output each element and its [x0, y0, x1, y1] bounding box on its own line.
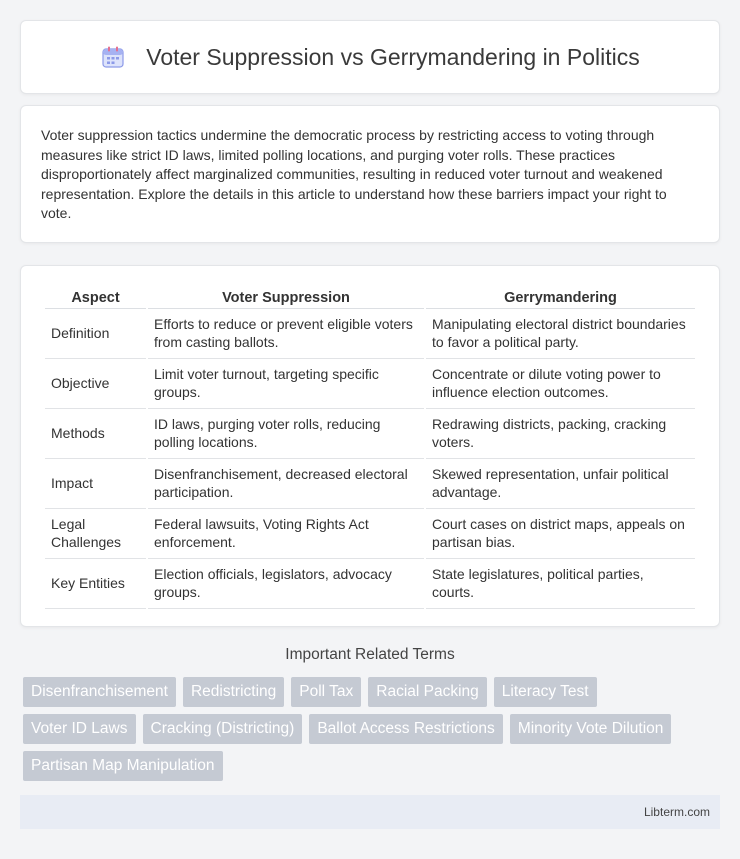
row-voter-suppression: Efforts to reduce or prevent eligible voters from casting ballots. — [148, 309, 424, 359]
table-header-row — [45, 286, 695, 309]
related-terms-tags — [20, 677, 720, 788]
row-voter-suppression: Disenfranchisement, decreased electoral participation. — [148, 459, 424, 509]
tag-poll-tax[interactable]: Poll Tax — [291, 677, 361, 707]
table-row — [45, 409, 695, 459]
title-card — [20, 20, 720, 94]
row-aspect: Definition — [45, 309, 146, 359]
footer — [20, 795, 720, 829]
row-voter-suppression: ID laws, purging voter rolls, reducing polling locations. — [148, 409, 424, 459]
row-aspect: Legal Challenges — [45, 509, 146, 559]
footer-site-link[interactable]: Libterm.com — [643, 805, 710, 819]
row-aspect: Impact — [45, 459, 146, 509]
tag-minority-vote-dilution[interactable]: Minority Vote Dilution — [510, 714, 672, 744]
header-aspect: Aspect — [45, 286, 146, 309]
row-gerrymandering: Court cases on district maps, appeals on partisan bias. — [426, 509, 695, 559]
row-voter-suppression: Election officials, legislators, advocacy groups. — [148, 559, 424, 609]
tag-disenfranchisement[interactable]: Disenfranchisement — [23, 677, 176, 707]
related-terms-title: Important Related Terms — [285, 646, 455, 663]
row-gerrymandering: Manipulating electoral district boundaries to favor a political party. — [426, 309, 695, 359]
header-voter-suppression: Voter Suppression — [148, 286, 424, 309]
page-title: Voter Suppression vs Gerrymandering in Politics — [146, 43, 640, 70]
tag-redistricting[interactable]: Redistricting — [183, 677, 284, 707]
table-row — [45, 559, 695, 609]
tag-literacy-test[interactable]: Literacy Test — [494, 677, 597, 707]
row-aspect: Key Entities — [45, 559, 146, 609]
calendar-icon — [100, 44, 126, 70]
tag-partisan-map-manipulation[interactable]: Partisan Map Manipulation — [23, 751, 223, 781]
row-gerrymandering: State legislatures, political parties, courts. — [426, 559, 695, 609]
table-row — [45, 309, 695, 359]
row-gerrymandering: Skewed representation, unfair political advantage. — [426, 459, 695, 509]
row-gerrymandering: Concentrate or dilute voting power to influence election outcomes. — [426, 359, 695, 409]
table-row — [45, 459, 695, 509]
header-gerrymandering: Gerrymandering — [426, 286, 695, 309]
tag-racial-packing[interactable]: Racial Packing — [368, 677, 487, 707]
row-voter-suppression: Federal lawsuits, Voting Rights Act enforcement. — [148, 509, 424, 559]
table-row — [45, 359, 695, 409]
intro-card — [20, 105, 720, 243]
comparison-table — [43, 286, 697, 609]
table-row — [45, 509, 695, 559]
related-terms-section — [20, 646, 720, 788]
comparison-table-card — [20, 265, 720, 627]
row-voter-suppression: Limit voter turnout, targeting specific groups. — [148, 359, 424, 409]
tag-cracking-districting[interactable]: Cracking (Districting) — [143, 714, 303, 744]
row-gerrymandering: Redrawing districts, packing, cracking voters. — [426, 409, 695, 459]
intro-paragraph: Voter suppression tactics undermine the democratic process by restricting access to voting through measures like strict ID laws, limited polling locations, and purging voter rolls. These practices disproportionately affect marginalized communities, resulting in reduced voter turnout and weakened representation. Explore the details in this article to understand how these barriers impact your right to vote. — [41, 127, 667, 221]
row-aspect: Objective — [45, 359, 146, 409]
tag-voter-id-laws[interactable]: Voter ID Laws — [23, 714, 136, 744]
row-aspect: Methods — [45, 409, 146, 459]
tag-ballot-access-restrictions[interactable]: Ballot Access Restrictions — [309, 714, 502, 744]
